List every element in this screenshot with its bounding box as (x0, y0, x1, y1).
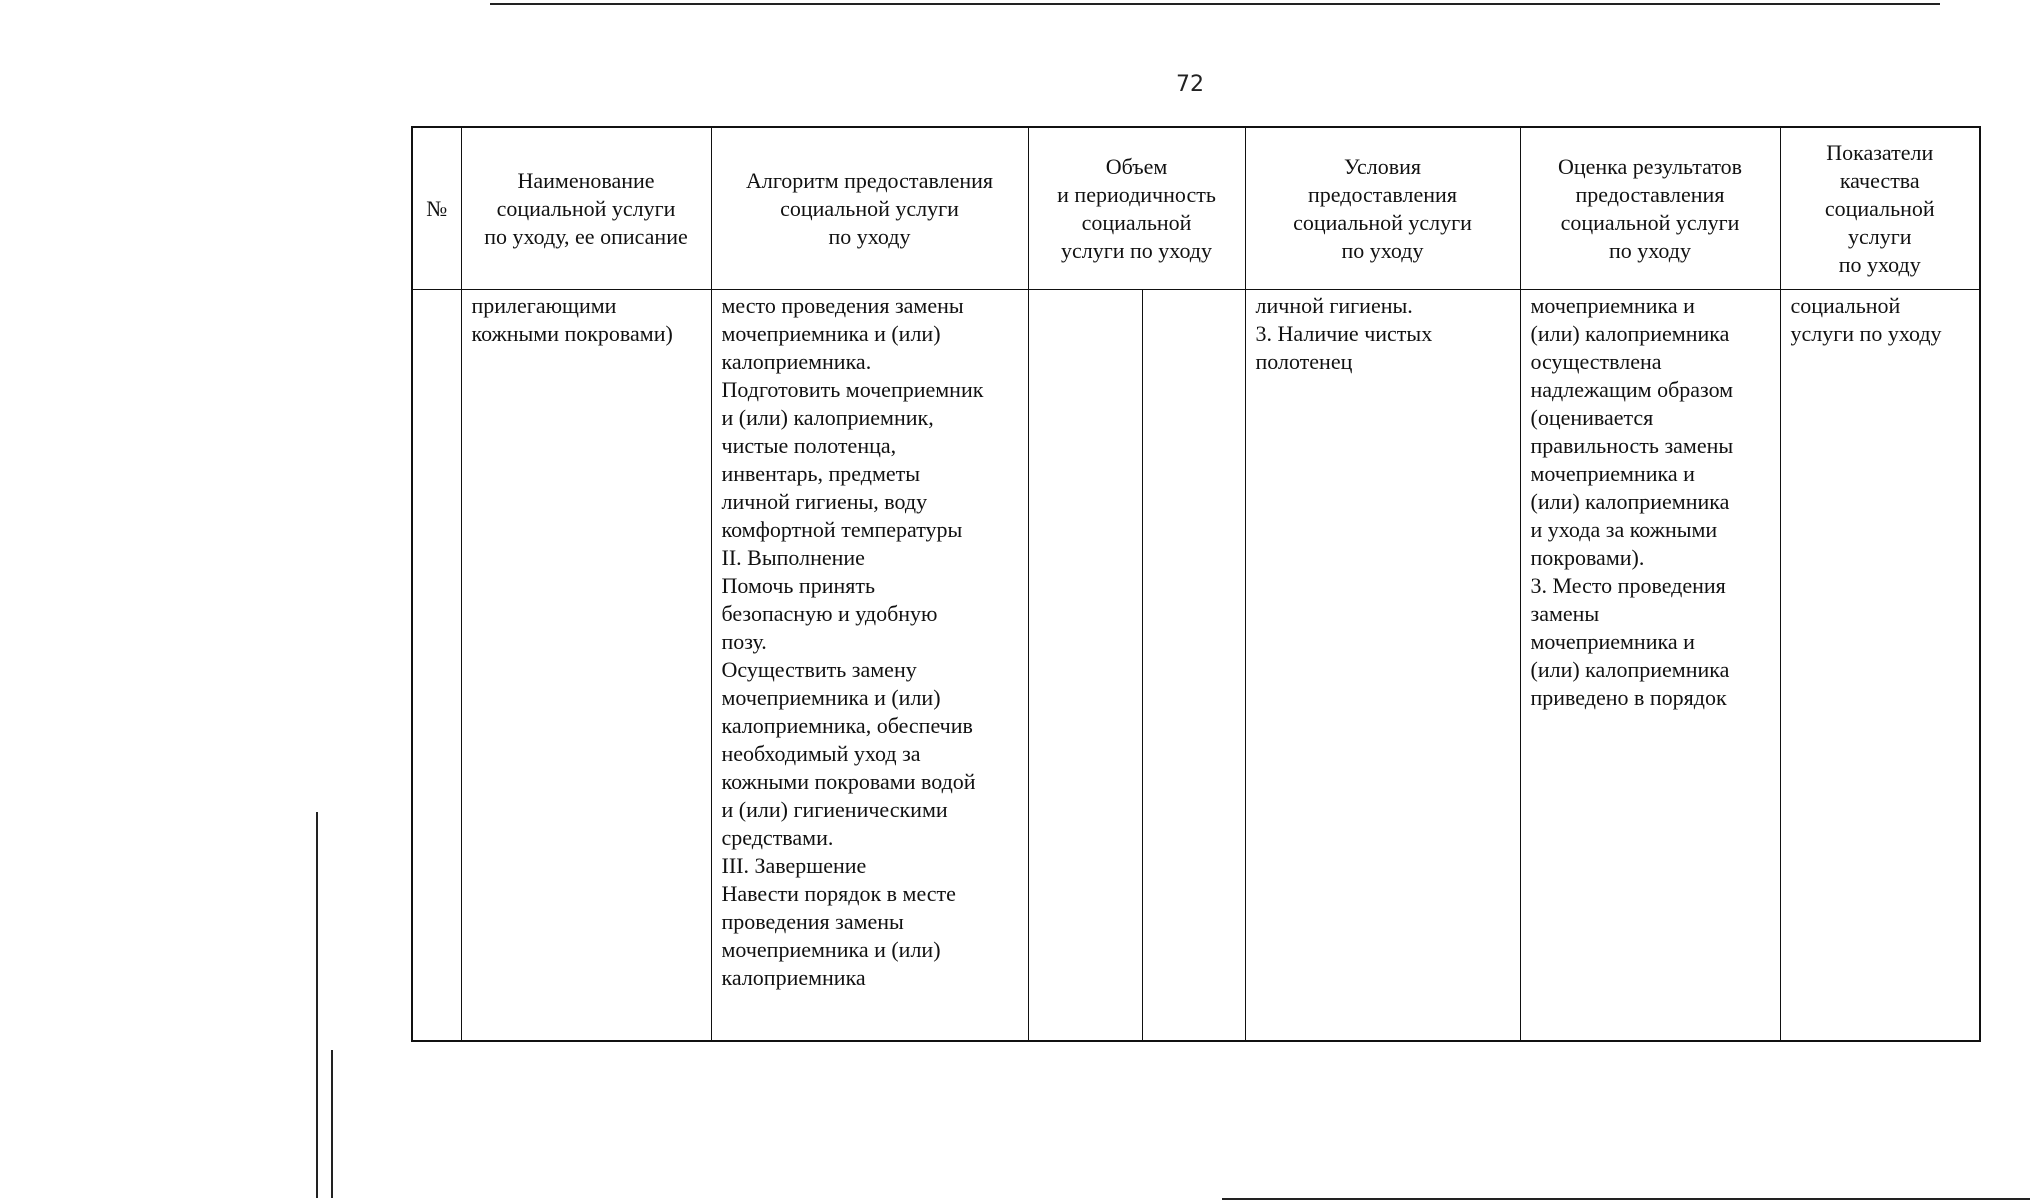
cell-evaluation: мочеприемника и (или) калоприемника осуществлена надлежащим образом (оценивается правильность замены мочеприемника и (или) калоприемника и ухода за кожными покровами). 3. Место проведения замены мочеприемника и (или) калоприемника приведено в порядок (1520, 290, 1780, 1042)
page-number: 72 (1176, 72, 1204, 97)
table-row (412, 290, 1980, 1042)
header-service-name: Наименование социальной услуги по уходу, ее описание (461, 127, 711, 290)
social-service-table (411, 126, 1981, 1042)
left-margin-line-2 (331, 1050, 333, 1198)
cell-volume (1028, 290, 1245, 1042)
header-quality: Показатели качества социальной услуги по уходу (1780, 127, 1980, 290)
header-volume: Объем и периодичность социальной услуги по уходу (1028, 127, 1245, 290)
header-evaluation: Оценка результатов предоставления социальной услуги по уходу (1520, 127, 1780, 290)
cell-quality: социальной услуги по уходу (1780, 290, 1980, 1042)
header-row (412, 127, 1980, 290)
cell-algorithm: место проведения замены мочеприемника и (или) калоприемника. Подготовить мочеприемник и (или) калоприемник, чистые полотенца, инвентарь, предметы личной гигиены, воду комфортной температуры II. Выполнение Помочь принять безопасную и удобную позу. Осуществить замену мочеприемника и (или) калоприемника, обеспечив необходимый уход за кожными покровами водой и (или) гигиеническими средствами. III. Завершение Навести порядок в месте проведения замены мочеприемника и (или) калоприемника (711, 290, 1028, 1042)
header-number: № (412, 127, 461, 290)
left-margin-line-1 (316, 812, 318, 1198)
header-algorithm: Алгоритм предоставления социальной услуги по уходу (711, 127, 1028, 290)
top-border-line (490, 3, 1940, 5)
cell-conditions: личной гигиены. 3. Наличие чистых полотенец (1245, 290, 1520, 1042)
cell-number (412, 290, 461, 1042)
cell-service-name: прилегающими кожными покровами) (461, 290, 711, 1042)
header-conditions: Условия предоставления социальной услуги по уходу (1245, 127, 1520, 290)
volume-split-line (1142, 290, 1144, 1040)
